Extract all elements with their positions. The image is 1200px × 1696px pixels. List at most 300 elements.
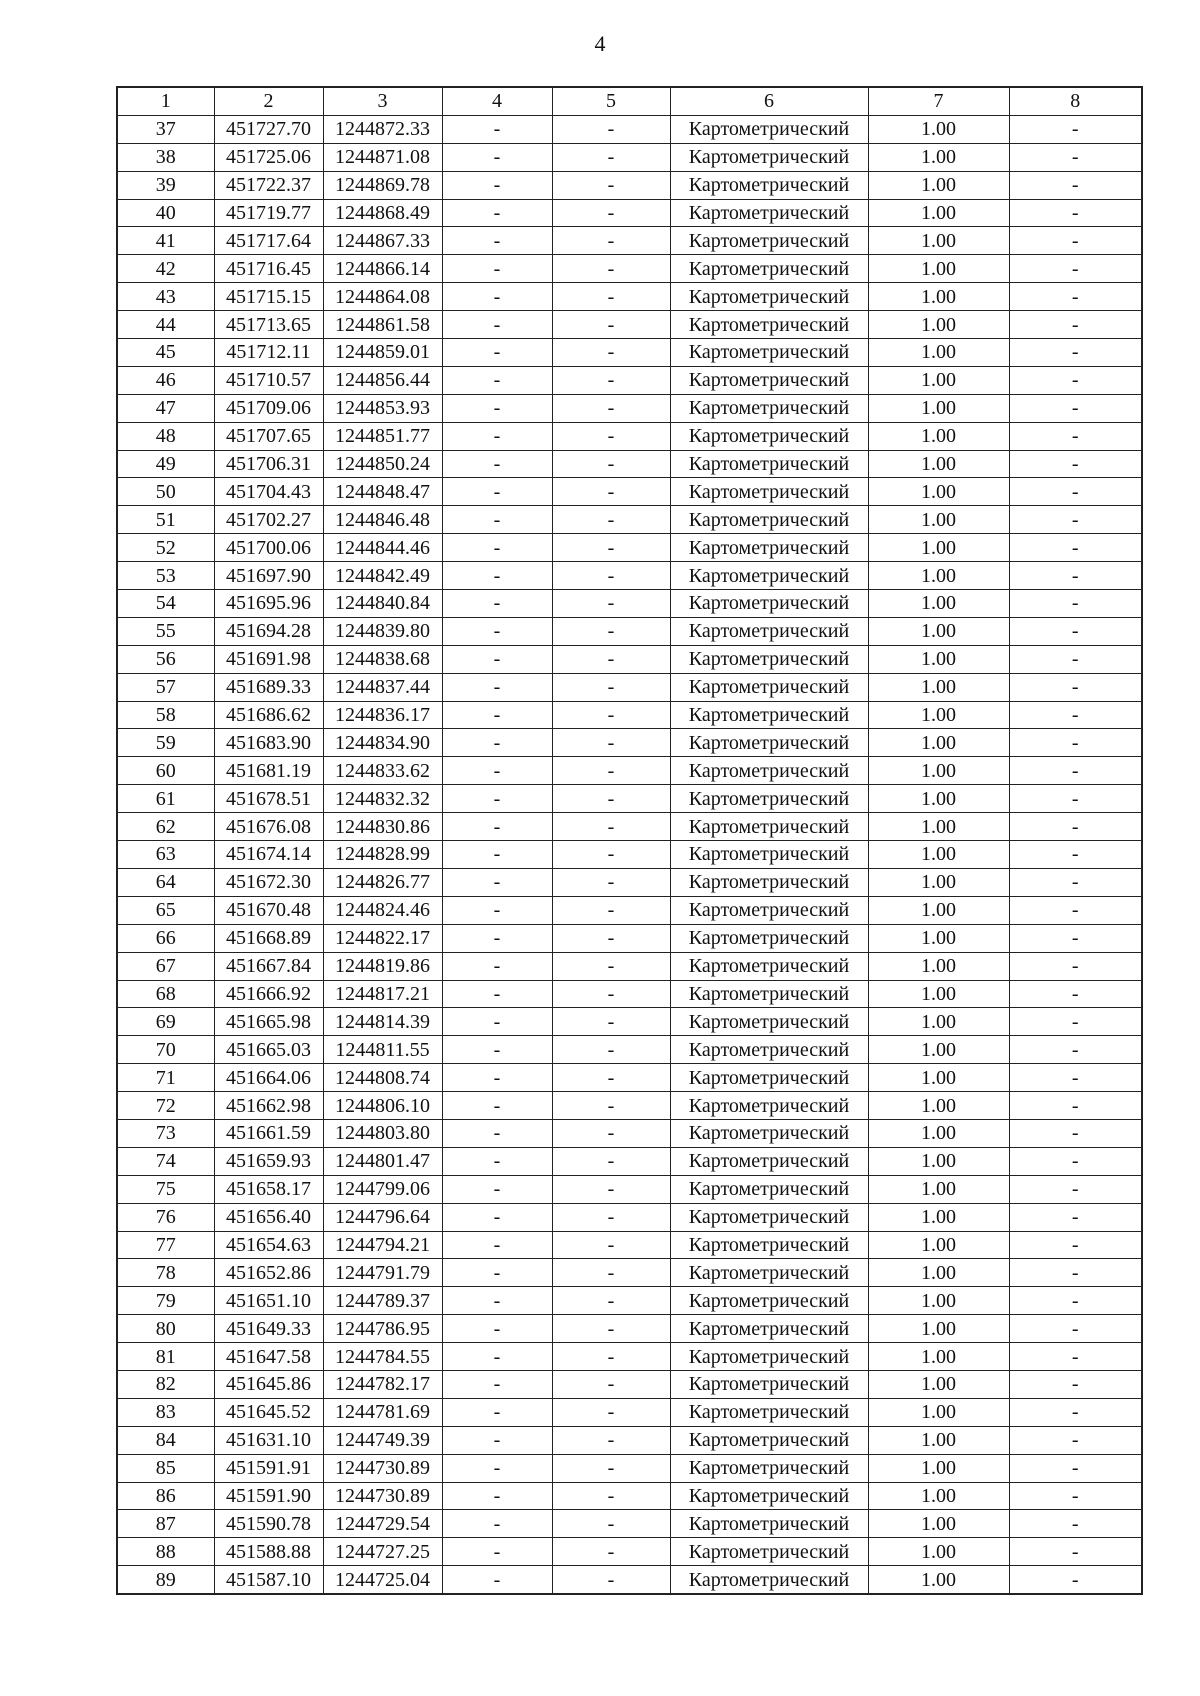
cell-point-number: 55 — [117, 617, 214, 645]
cell-precision: 1.00 — [868, 729, 1009, 757]
cell-coordinate-x: 451725.06 — [214, 143, 323, 171]
cell-precision: 1.00 — [868, 1370, 1009, 1398]
cell-col-4: - — [442, 394, 552, 422]
cell-coordinate-y: 1244784.55 — [323, 1343, 442, 1371]
cell-coordinate-x: 451647.58 — [214, 1343, 323, 1371]
cell-method: Картометрический — [670, 422, 868, 450]
cell-coordinate-x: 451695.96 — [214, 590, 323, 618]
cell-col-4: - — [442, 701, 552, 729]
table-row — [117, 868, 1142, 896]
cell-col-8: - — [1009, 645, 1142, 673]
cell-precision: 1.00 — [868, 785, 1009, 813]
cell-col-5: - — [552, 283, 670, 311]
cell-col-8: - — [1009, 1538, 1142, 1566]
table-row — [117, 199, 1142, 227]
table-row — [117, 701, 1142, 729]
cell-point-number: 45 — [117, 339, 214, 367]
cell-point-number: 57 — [117, 673, 214, 701]
table-row — [117, 506, 1142, 534]
cell-coordinate-y: 1244782.17 — [323, 1370, 442, 1398]
cell-coordinate-x: 451719.77 — [214, 199, 323, 227]
table-row — [117, 645, 1142, 673]
cell-col-8: - — [1009, 757, 1142, 785]
table-row — [117, 952, 1142, 980]
cell-col-5: - — [552, 1454, 670, 1482]
cell-coordinate-x: 451662.98 — [214, 1092, 323, 1120]
cell-coordinate-x: 451665.98 — [214, 1008, 323, 1036]
cell-method: Картометрический — [670, 1315, 868, 1343]
cell-precision: 1.00 — [868, 1398, 1009, 1426]
cell-method: Картометрический — [670, 478, 868, 506]
cell-col-4: - — [442, 506, 552, 534]
cell-precision: 1.00 — [868, 1231, 1009, 1259]
cell-coordinate-y: 1244866.14 — [323, 255, 442, 283]
cell-coordinate-y: 1244869.78 — [323, 171, 442, 199]
table-row — [117, 1064, 1142, 1092]
cell-coordinate-x: 451702.27 — [214, 506, 323, 534]
cell-col-8: - — [1009, 1008, 1142, 1036]
cell-col-4: - — [442, 924, 552, 952]
table-row — [117, 115, 1142, 143]
cell-col-8: - — [1009, 450, 1142, 478]
table-row — [117, 283, 1142, 311]
cell-col-4: - — [442, 534, 552, 562]
cell-col-8: - — [1009, 422, 1142, 450]
table-row — [117, 1343, 1142, 1371]
cell-col-5: - — [552, 1147, 670, 1175]
cell-coordinate-x: 451659.93 — [214, 1147, 323, 1175]
cell-col-8: - — [1009, 199, 1142, 227]
cell-col-8: - — [1009, 283, 1142, 311]
cell-point-number: 86 — [117, 1482, 214, 1510]
cell-precision: 1.00 — [868, 534, 1009, 562]
cell-precision: 1.00 — [868, 1203, 1009, 1231]
cell-point-number: 50 — [117, 478, 214, 506]
cell-col-8: - — [1009, 1036, 1142, 1064]
table-row — [117, 1482, 1142, 1510]
cell-col-8: - — [1009, 478, 1142, 506]
cell-coordinate-x: 451697.90 — [214, 562, 323, 590]
cell-precision: 1.00 — [868, 199, 1009, 227]
cell-col-8: - — [1009, 115, 1142, 143]
cell-coordinate-y: 1244730.89 — [323, 1482, 442, 1510]
cell-col-5: - — [552, 115, 670, 143]
column-header: 1 — [117, 87, 214, 115]
cell-point-number: 60 — [117, 757, 214, 785]
cell-point-number: 73 — [117, 1119, 214, 1147]
cell-precision: 1.00 — [868, 896, 1009, 924]
cell-point-number: 78 — [117, 1259, 214, 1287]
cell-precision: 1.00 — [868, 590, 1009, 618]
cell-col-5: - — [552, 394, 670, 422]
cell-point-number: 59 — [117, 729, 214, 757]
cell-coordinate-x: 451674.14 — [214, 841, 323, 869]
cell-col-8: - — [1009, 1426, 1142, 1454]
cell-precision: 1.00 — [868, 1147, 1009, 1175]
cell-method: Картометрический — [670, 1343, 868, 1371]
cell-col-5: - — [552, 255, 670, 283]
cell-coordinate-y: 1244830.86 — [323, 813, 442, 841]
cell-coordinate-x: 451645.86 — [214, 1370, 323, 1398]
cell-coordinate-y: 1244749.39 — [323, 1426, 442, 1454]
cell-col-8: - — [1009, 1064, 1142, 1092]
table-row — [117, 617, 1142, 645]
cell-coordinate-y: 1244822.17 — [323, 924, 442, 952]
cell-coordinate-y: 1244727.25 — [323, 1538, 442, 1566]
cell-col-4: - — [442, 1036, 552, 1064]
cell-precision: 1.00 — [868, 1343, 1009, 1371]
cell-col-4: - — [442, 1092, 552, 1120]
cell-col-8: - — [1009, 366, 1142, 394]
cell-col-5: - — [552, 1287, 670, 1315]
cell-method: Картометрический — [670, 841, 868, 869]
cell-col-5: - — [552, 1119, 670, 1147]
cell-col-8: - — [1009, 1510, 1142, 1538]
cell-method: Картометрический — [670, 1287, 868, 1315]
table-row — [117, 1426, 1142, 1454]
cell-precision: 1.00 — [868, 227, 1009, 255]
cell-coordinate-y: 1244824.46 — [323, 896, 442, 924]
cell-method: Картометрический — [670, 1008, 868, 1036]
cell-method: Картометрический — [670, 506, 868, 534]
cell-coordinate-y: 1244844.46 — [323, 534, 442, 562]
cell-precision: 1.00 — [868, 1119, 1009, 1147]
cell-coordinate-x: 451668.89 — [214, 924, 323, 952]
cell-col-4: - — [442, 1482, 552, 1510]
cell-col-4: - — [442, 645, 552, 673]
cell-coordinate-x: 451694.28 — [214, 617, 323, 645]
cell-coordinate-y: 1244853.93 — [323, 394, 442, 422]
cell-method: Картометрический — [670, 394, 868, 422]
cell-coordinate-y: 1244834.90 — [323, 729, 442, 757]
cell-point-number: 63 — [117, 841, 214, 869]
cell-col-8: - — [1009, 590, 1142, 618]
cell-point-number: 67 — [117, 952, 214, 980]
cell-method: Картометрический — [670, 1482, 868, 1510]
cell-col-8: - — [1009, 1566, 1142, 1594]
cell-col-5: - — [552, 1203, 670, 1231]
cell-col-5: - — [552, 1008, 670, 1036]
table-row — [117, 171, 1142, 199]
cell-col-8: - — [1009, 673, 1142, 701]
cell-coordinate-x: 451704.43 — [214, 478, 323, 506]
cell-coordinate-x: 451722.37 — [214, 171, 323, 199]
cell-point-number: 58 — [117, 701, 214, 729]
cell-col-5: - — [552, 673, 670, 701]
cell-coordinate-y: 1244840.84 — [323, 590, 442, 618]
cell-point-number: 79 — [117, 1287, 214, 1315]
cell-method: Картометрический — [670, 952, 868, 980]
cell-coordinate-x: 451716.45 — [214, 255, 323, 283]
cell-point-number: 66 — [117, 924, 214, 952]
cell-col-8: - — [1009, 617, 1142, 645]
cell-method: Картометрический — [670, 1036, 868, 1064]
cell-col-4: - — [442, 199, 552, 227]
cell-precision: 1.00 — [868, 1259, 1009, 1287]
cell-coordinate-x: 451658.17 — [214, 1175, 323, 1203]
cell-col-4: - — [442, 1008, 552, 1036]
cell-col-5: - — [552, 506, 670, 534]
cell-col-5: - — [552, 841, 670, 869]
column-header: 5 — [552, 87, 670, 115]
cell-coordinate-y: 1244826.77 — [323, 868, 442, 896]
cell-point-number: 53 — [117, 562, 214, 590]
table-row — [117, 841, 1142, 869]
cell-coordinate-x: 451712.11 — [214, 339, 323, 367]
table-row — [117, 478, 1142, 506]
cell-col-8: - — [1009, 896, 1142, 924]
cell-method: Картометрический — [670, 562, 868, 590]
cell-col-8: - — [1009, 1454, 1142, 1482]
cell-method: Картометрический — [670, 868, 868, 896]
cell-coordinate-y: 1244786.95 — [323, 1315, 442, 1343]
cell-col-5: - — [552, 1482, 670, 1510]
table-row — [117, 366, 1142, 394]
cell-coordinate-x: 451691.98 — [214, 645, 323, 673]
cell-col-8: - — [1009, 227, 1142, 255]
cell-point-number: 54 — [117, 590, 214, 618]
cell-coordinate-x: 451591.91 — [214, 1454, 323, 1482]
cell-col-4: - — [442, 562, 552, 590]
table-row — [117, 980, 1142, 1008]
cell-col-4: - — [442, 311, 552, 339]
cell-coordinate-x: 451727.70 — [214, 115, 323, 143]
cell-precision: 1.00 — [868, 1510, 1009, 1538]
table-row — [117, 394, 1142, 422]
cell-col-5: - — [552, 645, 670, 673]
cell-coordinate-y: 1244817.21 — [323, 980, 442, 1008]
cell-precision: 1.00 — [868, 868, 1009, 896]
cell-method: Картометрический — [670, 1454, 868, 1482]
cell-coordinate-x: 451670.48 — [214, 896, 323, 924]
cell-precision: 1.00 — [868, 673, 1009, 701]
cell-point-number: 38 — [117, 143, 214, 171]
cell-method: Картометрический — [670, 1370, 868, 1398]
cell-coordinate-y: 1244850.24 — [323, 450, 442, 478]
cell-col-5: - — [552, 785, 670, 813]
cell-point-number: 89 — [117, 1566, 214, 1594]
cell-precision: 1.00 — [868, 283, 1009, 311]
table-row — [117, 311, 1142, 339]
cell-coordinate-x: 451672.30 — [214, 868, 323, 896]
column-header: 3 — [323, 87, 442, 115]
cell-col-5: - — [552, 617, 670, 645]
header-row — [117, 87, 1142, 115]
table-row — [117, 143, 1142, 171]
cell-point-number: 82 — [117, 1370, 214, 1398]
cell-precision: 1.00 — [868, 339, 1009, 367]
cell-col-8: - — [1009, 143, 1142, 171]
cell-col-8: - — [1009, 1231, 1142, 1259]
cell-precision: 1.00 — [868, 617, 1009, 645]
cell-coordinate-x: 451713.65 — [214, 311, 323, 339]
cell-col-8: - — [1009, 1343, 1142, 1371]
cell-col-4: - — [442, 1538, 552, 1566]
cell-method: Картометрический — [670, 1203, 868, 1231]
cell-col-4: - — [442, 1119, 552, 1147]
cell-col-4: - — [442, 868, 552, 896]
cell-col-4: - — [442, 1064, 552, 1092]
cell-coordinate-x: 451709.06 — [214, 394, 323, 422]
cell-coordinate-x: 451661.59 — [214, 1119, 323, 1147]
cell-col-8: - — [1009, 394, 1142, 422]
cell-point-number: 46 — [117, 366, 214, 394]
cell-col-4: - — [442, 422, 552, 450]
cell-method: Картометрический — [670, 645, 868, 673]
cell-precision: 1.00 — [868, 701, 1009, 729]
cell-col-5: - — [552, 980, 670, 1008]
cell-coordinate-x: 451683.90 — [214, 729, 323, 757]
cell-col-5: - — [552, 1370, 670, 1398]
cell-precision: 1.00 — [868, 1315, 1009, 1343]
cell-point-number: 68 — [117, 980, 214, 1008]
cell-method: Картометрический — [670, 1426, 868, 1454]
table-row — [117, 1566, 1142, 1594]
cell-method: Картометрический — [670, 534, 868, 562]
cell-precision: 1.00 — [868, 366, 1009, 394]
cell-col-4: - — [442, 1259, 552, 1287]
cell-point-number: 37 — [117, 115, 214, 143]
cell-point-number: 56 — [117, 645, 214, 673]
cell-point-number: 49 — [117, 450, 214, 478]
cell-col-5: - — [552, 1398, 670, 1426]
cell-col-5: - — [552, 311, 670, 339]
cell-precision: 1.00 — [868, 1287, 1009, 1315]
cell-coordinate-x: 451656.40 — [214, 1203, 323, 1231]
cell-point-number: 70 — [117, 1036, 214, 1064]
cell-col-8: - — [1009, 1398, 1142, 1426]
cell-method: Картометрический — [670, 980, 868, 1008]
cell-method: Картометрический — [670, 729, 868, 757]
cell-point-number: 83 — [117, 1398, 214, 1426]
cell-method: Картометрический — [670, 617, 868, 645]
cell-method: Картометрический — [670, 1510, 868, 1538]
cell-method: Картометрический — [670, 896, 868, 924]
cell-col-8: - — [1009, 171, 1142, 199]
cell-precision: 1.00 — [868, 394, 1009, 422]
cell-col-4: - — [442, 1343, 552, 1371]
cell-col-8: - — [1009, 562, 1142, 590]
cell-col-5: - — [552, 1343, 670, 1371]
cell-coordinate-x: 451706.31 — [214, 450, 323, 478]
page-number: 4 — [594, 31, 606, 56]
cell-point-number: 39 — [117, 171, 214, 199]
cell-coordinate-y: 1244839.80 — [323, 617, 442, 645]
cell-precision: 1.00 — [868, 1482, 1009, 1510]
cell-col-4: - — [442, 729, 552, 757]
cell-point-number: 65 — [117, 896, 214, 924]
table-row — [117, 1008, 1142, 1036]
cell-coordinate-x: 451676.08 — [214, 813, 323, 841]
cell-col-4: - — [442, 813, 552, 841]
cell-method: Картометрический — [670, 1398, 868, 1426]
cell-coordinate-y: 1244867.33 — [323, 227, 442, 255]
cell-precision: 1.00 — [868, 1454, 1009, 1482]
cell-precision: 1.00 — [868, 1566, 1009, 1594]
cell-coordinate-y: 1244838.68 — [323, 645, 442, 673]
cell-col-4: - — [442, 952, 552, 980]
cell-coordinate-x: 451590.78 — [214, 1510, 323, 1538]
cell-col-4: - — [442, 757, 552, 785]
cell-coordinate-y: 1244730.89 — [323, 1454, 442, 1482]
cell-precision: 1.00 — [868, 311, 1009, 339]
cell-col-8: - — [1009, 311, 1142, 339]
cell-precision: 1.00 — [868, 450, 1009, 478]
cell-coordinate-y: 1244864.08 — [323, 283, 442, 311]
cell-col-8: - — [1009, 729, 1142, 757]
cell-col-8: - — [1009, 785, 1142, 813]
cell-method: Картометрический — [670, 757, 868, 785]
cell-method: Картометрический — [670, 143, 868, 171]
cell-col-5: - — [552, 143, 670, 171]
cell-coordinate-y: 1244836.17 — [323, 701, 442, 729]
table-row — [117, 757, 1142, 785]
cell-coordinate-y: 1244819.86 — [323, 952, 442, 980]
cell-method: Картометрический — [670, 1538, 868, 1566]
table-row — [117, 590, 1142, 618]
cell-coordinate-y: 1244803.80 — [323, 1119, 442, 1147]
table-row — [117, 785, 1142, 813]
cell-coordinate-y: 1244794.21 — [323, 1231, 442, 1259]
cell-point-number: 88 — [117, 1538, 214, 1566]
cell-method: Картометрический — [670, 339, 868, 367]
cell-col-4: - — [442, 590, 552, 618]
cell-coordinate-x: 451664.06 — [214, 1064, 323, 1092]
cell-col-5: - — [552, 1175, 670, 1203]
cell-point-number: 47 — [117, 394, 214, 422]
table-row — [117, 227, 1142, 255]
cell-coordinate-y: 1244791.79 — [323, 1259, 442, 1287]
cell-col-4: - — [442, 1287, 552, 1315]
cell-col-5: - — [552, 896, 670, 924]
cell-col-5: - — [552, 701, 670, 729]
table-row — [117, 1231, 1142, 1259]
table-row — [117, 1538, 1142, 1566]
cell-precision: 1.00 — [868, 757, 1009, 785]
cell-method: Картометрический — [670, 1092, 868, 1120]
table-row — [117, 813, 1142, 841]
cell-col-5: - — [552, 1231, 670, 1259]
cell-col-5: - — [552, 1426, 670, 1454]
cell-point-number: 52 — [117, 534, 214, 562]
table-row — [117, 1454, 1142, 1482]
cell-col-8: - — [1009, 980, 1142, 1008]
cell-point-number: 71 — [117, 1064, 214, 1092]
cell-coordinate-x: 451587.10 — [214, 1566, 323, 1594]
cell-col-4: - — [442, 1566, 552, 1594]
cell-col-5: - — [552, 227, 670, 255]
cell-coordinate-x: 451665.03 — [214, 1036, 323, 1064]
cell-method: Картометрический — [670, 1231, 868, 1259]
cell-col-5: - — [552, 1538, 670, 1566]
cell-col-8: - — [1009, 1482, 1142, 1510]
cell-method: Картометрический — [670, 673, 868, 701]
cell-col-4: - — [442, 841, 552, 869]
cell-col-8: - — [1009, 506, 1142, 534]
cell-col-4: - — [442, 450, 552, 478]
cell-method: Картометрический — [670, 701, 868, 729]
cell-col-4: - — [442, 283, 552, 311]
table-header — [117, 87, 1142, 115]
column-header: 4 — [442, 87, 552, 115]
cell-col-4: - — [442, 171, 552, 199]
cell-point-number: 72 — [117, 1092, 214, 1120]
cell-point-number: 40 — [117, 199, 214, 227]
cell-method: Картометрический — [670, 924, 868, 952]
cell-coordinate-y: 1244861.58 — [323, 311, 442, 339]
cell-col-8: - — [1009, 255, 1142, 283]
table-row — [117, 1092, 1142, 1120]
